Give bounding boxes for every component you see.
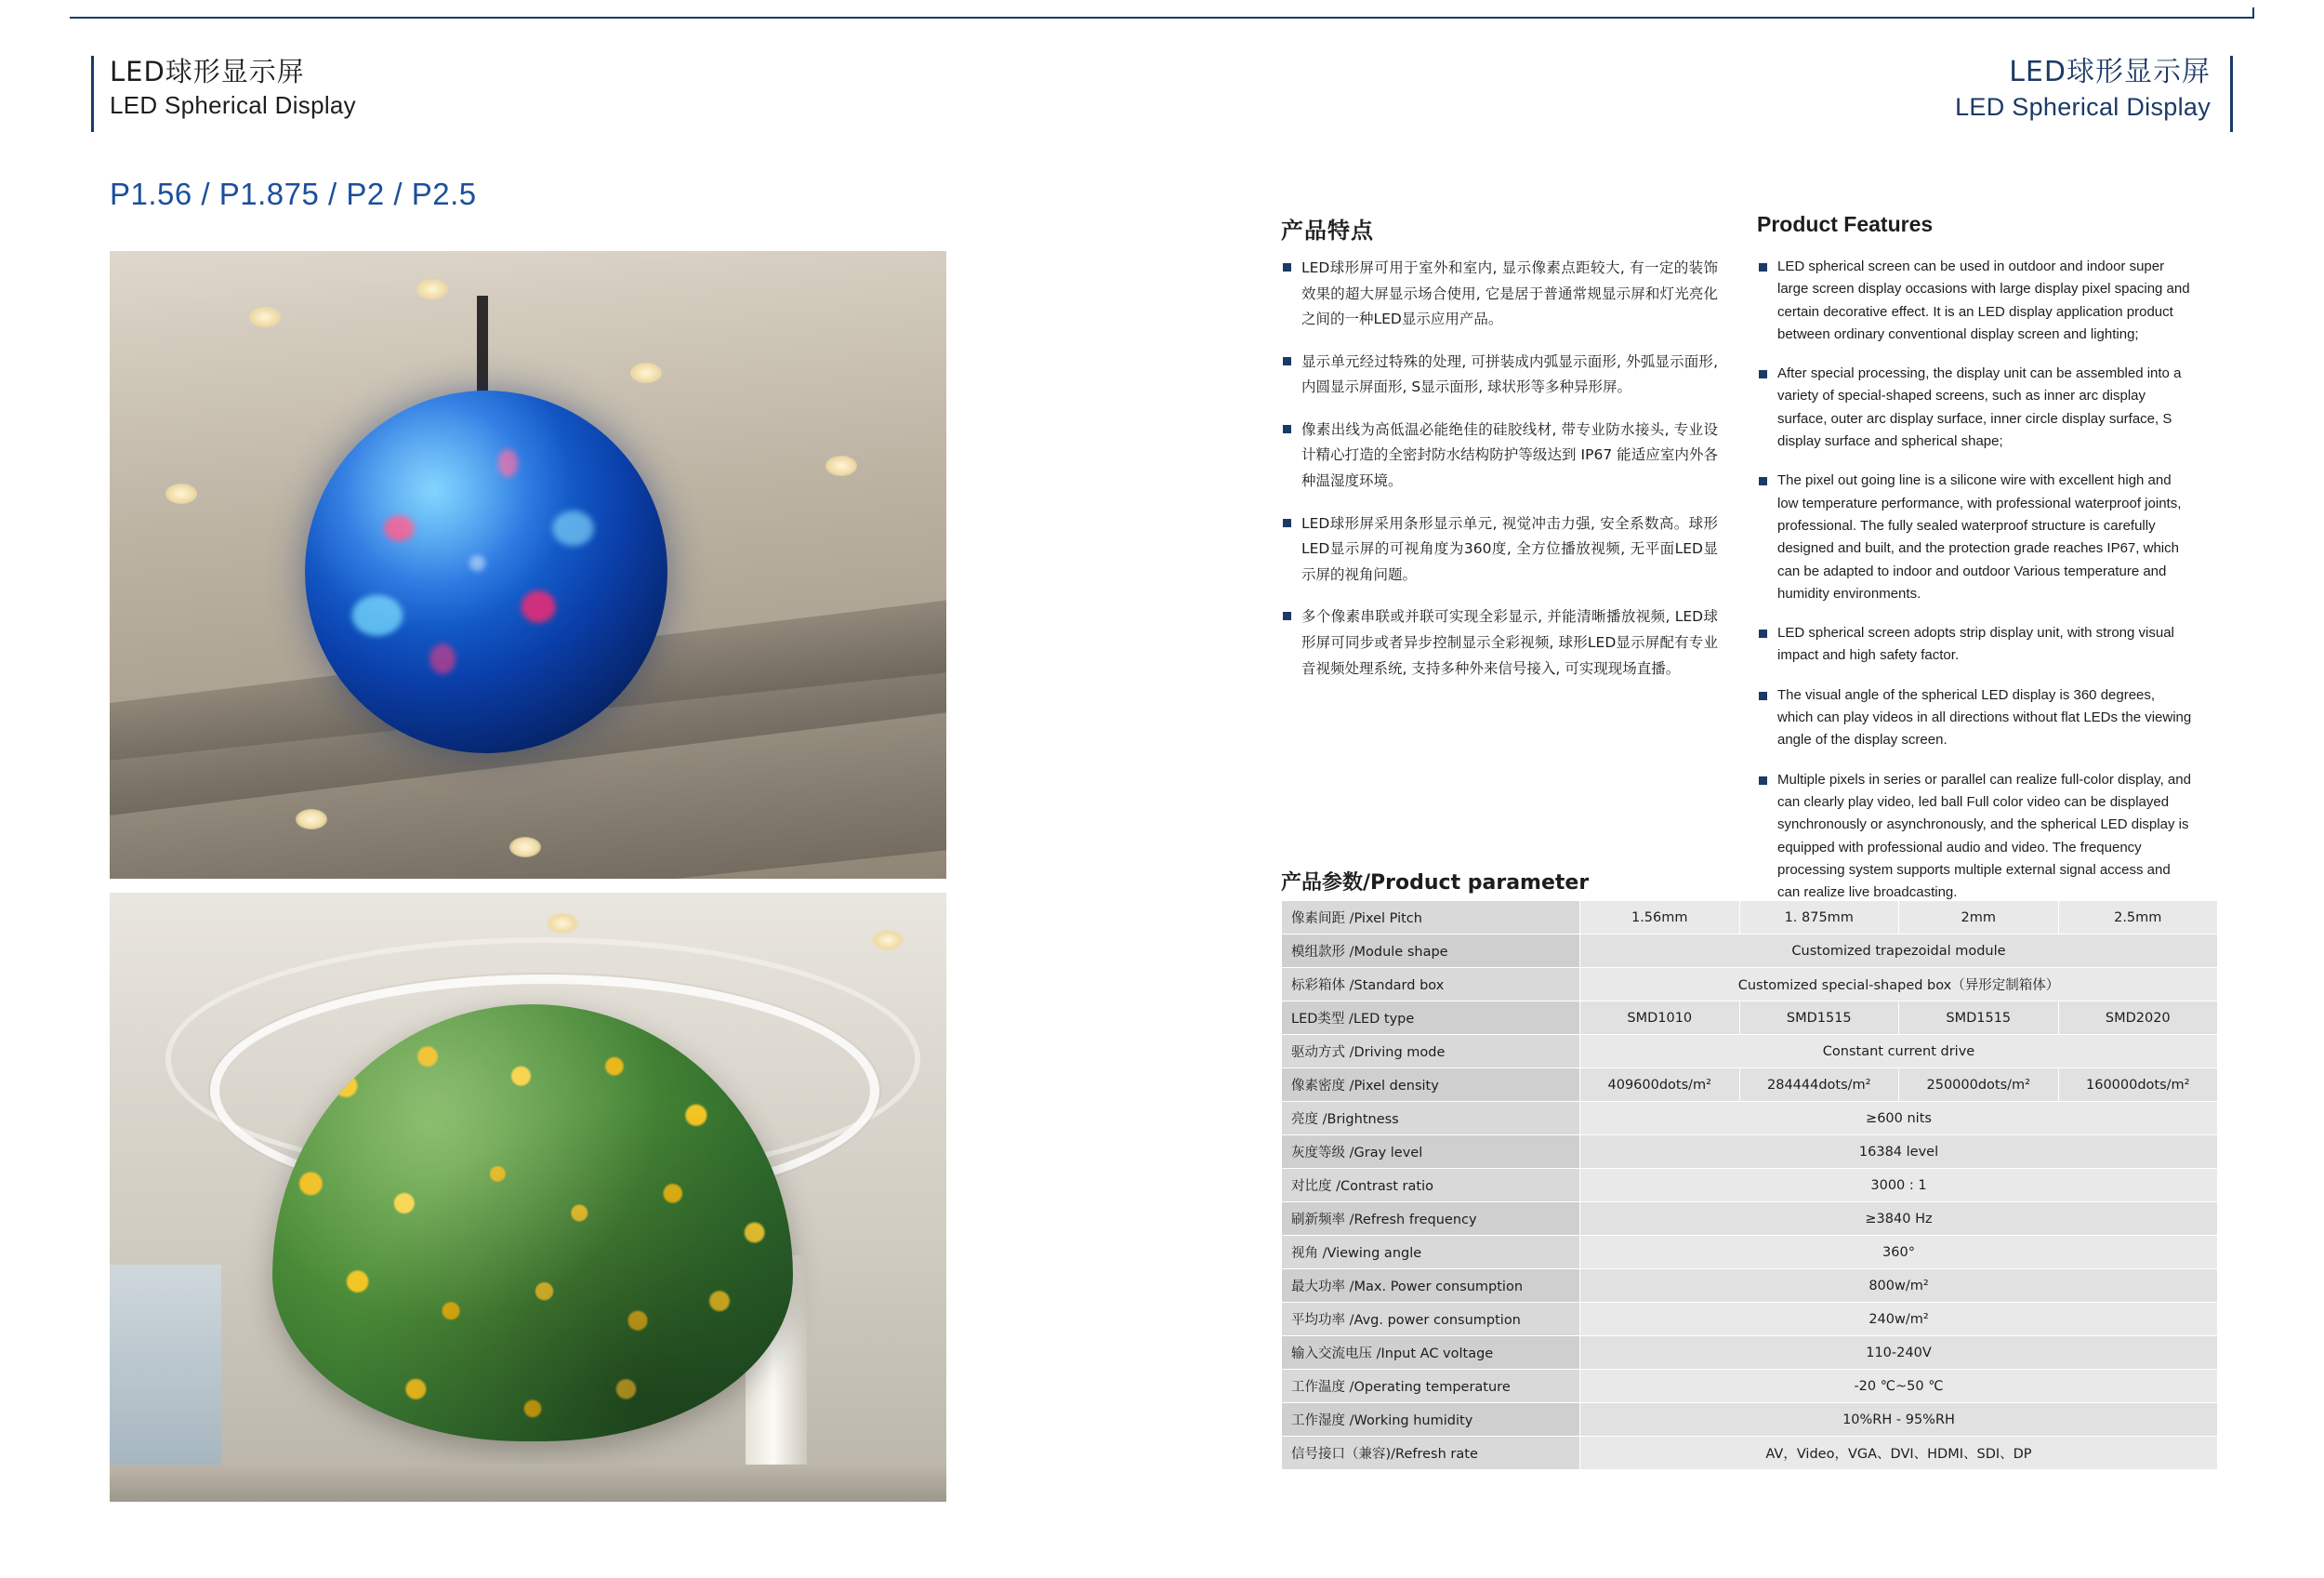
parameter-label: 模组款形 /Module shape <box>1282 935 1580 968</box>
parameter-value: 2.5mm <box>2058 901 2218 935</box>
features-list-en <box>1757 256 2194 921</box>
feature-text: The pixel out going line is a silicone wire with excellent high and low temperature performance, with professional waterproof joints, professional. The fully sealed waterproof structure is carefully designed and built, and the protection grade reaches IP67, which can be adapted to indoor and outdoor Various temperature and humidity environments. <box>1777 472 2182 602</box>
ceiling-downlight-icon <box>630 363 662 383</box>
feature-text: LED spherical screen adopts strip display unit, with strong visual impact and high safety factor. <box>1777 625 2174 664</box>
product-photo-sunflower-dome <box>110 893 946 1502</box>
feature-text: 多个像素串联或并联可实现全彩显示, 并能清晰播放视频, LED球形屏可同步或者异步控制显示全彩视频, 球形LED显示屏配有专业音视频处理系统, 支持多种外来信号接入, 可实现现场直播。 <box>1301 608 1718 677</box>
parameter-value: 1. 875mm <box>1739 901 1899 935</box>
parameter-value: 360° <box>1580 1236 2218 1269</box>
table-row <box>1282 901 2218 935</box>
feature-text: LED spherical screen can be used in outdoor and indoor super large screen display occasions with large display pixel spacing and certain decorative effect. It is an LED display application product between ordinary conventional display screen and lighting; <box>1777 259 2190 342</box>
parameter-label: 灰度等级 /Gray level <box>1282 1135 1580 1169</box>
parameter-label: 工作温度 /Operating temperature <box>1282 1370 1580 1403</box>
parameter-value: SMD1515 <box>1899 1001 2059 1035</box>
parameter-label: 输入交流电压 /Input AC voltage <box>1282 1336 1580 1370</box>
feature-text: 像素出线为高低温必能绝佳的硅胶线材, 带专业防水接头, 专业设计精心打造的全密封防水结构防护等级达到 IP67 能适应室内外各种温湿度环境。 <box>1301 420 1718 490</box>
feature-item <box>1757 470 2194 605</box>
table-row <box>1282 935 2218 968</box>
features-title-cn: 产品特点 <box>1281 218 1374 244</box>
table-row <box>1282 1403 2218 1437</box>
ceiling-downlight-icon <box>249 307 281 327</box>
table-row <box>1282 1303 2218 1336</box>
features-title-en: Product Features <box>1757 212 1934 236</box>
table-row <box>1282 1370 2218 1403</box>
feature-item <box>1281 511 1718 589</box>
parameter-label: 最大功率 /Max. Power consumption <box>1282 1269 1580 1303</box>
parameter-label: 工作湿度 /Working humidity <box>1282 1403 1580 1437</box>
parameter-value: 2mm <box>1899 901 2059 935</box>
bullet-square-icon <box>1759 630 1767 638</box>
parameter-value: 110-240V <box>1580 1336 2218 1370</box>
parameter-value: AV，Video，VGA、DVI、HDMI、SDI、DP <box>1580 1437 2218 1470</box>
ceiling-downlight-icon <box>547 913 578 934</box>
parameter-label: 像素间距 /Pixel Pitch <box>1282 901 1580 935</box>
parameter-value: 10%RH - 95%RH <box>1580 1403 2218 1437</box>
header-right-accent-bar <box>2230 56 2233 132</box>
bullet-square-icon <box>1283 612 1291 620</box>
parameter-label: LED类型 /LED type <box>1282 1001 1580 1035</box>
pixel-pitch-heading: P1.56 / P1.875 / P2 / P2.5 <box>110 177 477 211</box>
feature-item <box>1281 256 1718 333</box>
parameter-value: 16384 level <box>1580 1135 2218 1169</box>
feature-item <box>1757 256 2194 346</box>
table-row <box>1282 1437 2218 1470</box>
bullet-square-icon <box>1759 692 1767 700</box>
parameter-value: 3000 : 1 <box>1580 1169 2218 1202</box>
feature-text: 显示单元经过特殊的处理, 可拼装成内弧显示面形, 外弧显示面形, 内圆显示屏面形, S显示面形, 球状形等多种异形屏。 <box>1301 352 1718 396</box>
parameter-value: Constant current drive <box>1580 1035 2218 1068</box>
ceiling-downlight-icon <box>825 456 857 476</box>
parameter-value: SMD2020 <box>2058 1001 2218 1035</box>
feature-text: Multiple pixels in series or parallel can realize full-color display, and can clearly play video, led ball Full color video can be displayed synchronously or asynchronously, and the spherical LED display is equipped with professional audio and video. The frequency processing system supports multiple external signal access and can realize live broadcasting. <box>1777 771 2191 901</box>
bullet-square-icon <box>1759 477 1767 485</box>
parameter-label: 标彩箱体 /Standard box <box>1282 968 1580 1001</box>
sphere-mount-rod <box>477 296 488 398</box>
header-right-title-cn: LED球形显示屏 <box>2009 56 2211 88</box>
feature-item <box>1281 418 1718 495</box>
table-row <box>1282 1135 2218 1169</box>
ceiling-downlight-icon <box>872 930 904 950</box>
ceiling-downlight-icon <box>296 809 327 829</box>
feature-item <box>1757 622 2194 668</box>
parameter-value: SMD1010 <box>1580 1001 1740 1035</box>
features-list-cn <box>1281 256 1718 698</box>
top-divider <box>70 17 2254 19</box>
product-photo-blue-sphere <box>110 251 946 879</box>
feature-item <box>1757 769 2194 905</box>
bullet-square-icon <box>1759 263 1767 272</box>
header-right-title-en: LED Spherical Display <box>1955 92 2211 121</box>
floor-band <box>110 1465 946 1502</box>
feature-text: After special processing, the display unit can be assembled into a variety of special-shaped screens, such as inner arc display surface, outer arc display surface, inner circle display surface, S display surface and spherical shape; <box>1777 365 2182 450</box>
bullet-square-icon <box>1283 425 1291 433</box>
table-row <box>1282 1236 2218 1269</box>
feature-item <box>1757 363 2194 453</box>
parameter-label: 像素密度 /Pixel density <box>1282 1068 1580 1102</box>
table-row <box>1282 1169 2218 1202</box>
parameter-value: 1.56mm <box>1580 901 1740 935</box>
feature-text: The visual angle of the spherical LED display is 360 degrees, which can play videos in all directions without flat LEDs the viewing angle of the display screen. <box>1777 686 2192 749</box>
parameter-label: 视角 /Viewing angle <box>1282 1236 1580 1269</box>
header-left-title-en: LED Spherical Display <box>110 91 356 120</box>
ceiling-downlight-icon <box>416 279 448 299</box>
header-left-accent-bar <box>91 56 94 132</box>
table-row <box>1282 1035 2218 1068</box>
parameter-label: 平均功率 /Avg. power consumption <box>1282 1303 1580 1336</box>
table-row <box>1282 1001 2218 1035</box>
table-row <box>1282 1102 2218 1135</box>
led-dome-sunflower <box>272 1004 793 1441</box>
parameter-value: 160000dots/m² <box>2058 1068 2218 1102</box>
feature-item <box>1281 604 1718 682</box>
header-left-title-cn: LED球形显示屏 <box>110 56 305 87</box>
led-sphere-blue <box>305 391 667 753</box>
bullet-square-icon <box>1759 776 1767 785</box>
parameter-value: ≥3840 Hz <box>1580 1202 2218 1236</box>
parameter-value: ≥600 nits <box>1580 1102 2218 1135</box>
parameter-value: 800w/m² <box>1580 1269 2218 1303</box>
parameter-value: SMD1515 <box>1739 1001 1899 1035</box>
table-row <box>1282 1269 2218 1303</box>
ceiling-downlight-icon <box>165 484 197 504</box>
table-row <box>1282 1202 2218 1236</box>
parameter-label: 刷新频率 /Refresh frequency <box>1282 1202 1580 1236</box>
header-left <box>110 54 356 122</box>
feature-text: LED球形屏采用条形显示单元, 视觉冲击力强, 安全系数高。球形LED显示屏的可视角度为360度, 全方位播放视频, 无平面LED显示屏的视角问题。 <box>1301 514 1718 583</box>
table-row <box>1282 968 2218 1001</box>
parameter-label: 信号接口（兼容)/Refresh rate <box>1282 1437 1580 1470</box>
bullet-square-icon <box>1283 263 1291 272</box>
parameters-title: 产品参数/Product parameter <box>1281 871 1590 895</box>
parameter-label: 对比度 /Contrast ratio <box>1282 1169 1580 1202</box>
table-row <box>1282 1336 2218 1370</box>
parameter-value: 409600dots/m² <box>1580 1068 1740 1102</box>
top-divider-end-tick <box>2252 7 2254 19</box>
parameter-value: Customized trapezoidal module <box>1580 935 2218 968</box>
parameter-label: 驱动方式 /Driving mode <box>1282 1035 1580 1068</box>
bullet-square-icon <box>1283 519 1291 527</box>
parameter-value: -20 ℃~50 ℃ <box>1580 1370 2218 1403</box>
parameter-value: 250000dots/m² <box>1899 1068 2059 1102</box>
feature-item <box>1757 684 2194 752</box>
parameter-value: Customized special-shaped box（异形定制箱体） <box>1580 968 2218 1001</box>
table-row <box>1282 1068 2218 1102</box>
header-right <box>1955 54 2211 124</box>
bullet-square-icon <box>1283 357 1291 365</box>
ceiling-downlight-icon <box>509 837 541 857</box>
parameter-value: 240w/m² <box>1580 1303 2218 1336</box>
parameter-value: 284444dots/m² <box>1739 1068 1899 1102</box>
bullet-square-icon <box>1759 370 1767 378</box>
feature-text: LED球形屏可用于室外和室内, 显示像素点距较大, 有一定的装饰效果的超大屏显示场合使用, 它是居于普通常规显示屏和灯光亮化之间的一种LED显示应用产品。 <box>1301 259 1718 328</box>
parameter-label: 亮度 /Brightness <box>1282 1102 1580 1135</box>
parameters-table <box>1281 900 2218 1470</box>
feature-item <box>1281 350 1718 401</box>
